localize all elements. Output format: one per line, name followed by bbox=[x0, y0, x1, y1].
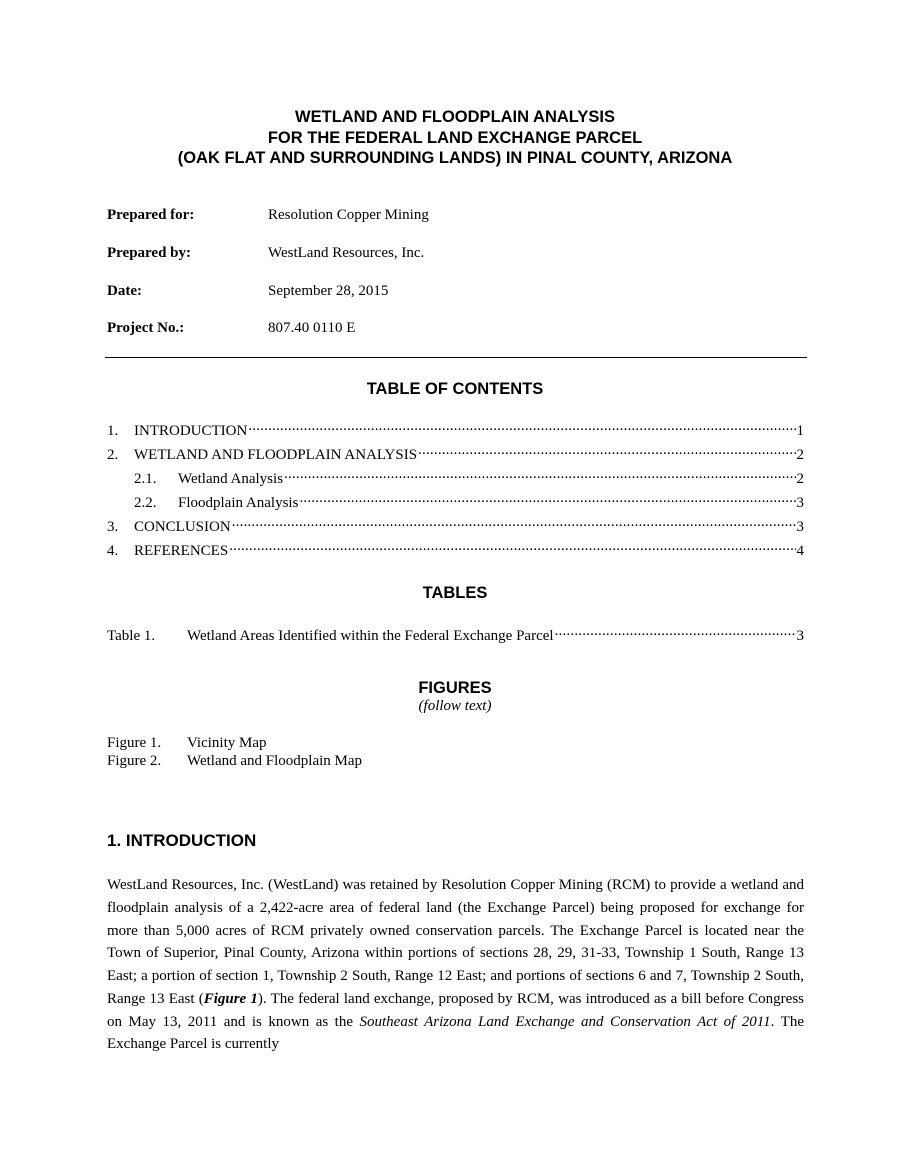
toc-entry-conclusion[interactable] bbox=[107, 513, 804, 535]
toc-entry-title: WETLAND AND FLOODPLAIN ANALYSIS bbox=[134, 447, 418, 463]
meta-label: Prepared for: bbox=[107, 207, 195, 223]
table-label: Table 1. bbox=[107, 628, 156, 644]
paragraph-text: ). The federal land exchange, proposed by RCM, was introduced as a bill before Congress on May 13, 2011 and is known as the bbox=[107, 990, 804, 1030]
toc-entry-page: 2 bbox=[796, 471, 804, 487]
table-page: 3 bbox=[796, 628, 804, 644]
document-title bbox=[0, 107, 910, 169]
toc-entry-floodplain-analysis[interactable] bbox=[107, 489, 804, 511]
figure-label: Figure 1. bbox=[107, 735, 162, 751]
horizontal-divider bbox=[105, 357, 807, 358]
title-line-3: (OAK FLAT AND SURROUNDING LANDS) IN PINAL COUNTY, ARIZONA bbox=[177, 149, 733, 167]
tables-heading: TABLES bbox=[422, 584, 488, 602]
title-line-1: WETLAND AND FLOODPLAIN ANALYSIS bbox=[295, 108, 615, 126]
toc-entry-wetland-floodplain-analysis[interactable] bbox=[107, 441, 804, 463]
meta-value: September 28, 2015 bbox=[268, 283, 389, 299]
toc-dot-leader bbox=[284, 465, 795, 483]
figure-title: Wetland and Floodplain Map bbox=[187, 753, 363, 769]
toc-entry-page: 3 bbox=[796, 495, 804, 511]
meta-label: Project No.: bbox=[107, 320, 185, 336]
introduction-paragraph bbox=[107, 874, 804, 1056]
toc-dot-leader bbox=[229, 537, 795, 555]
toc-entry-references[interactable] bbox=[107, 537, 804, 559]
toc-entry-title: CONCLUSION bbox=[134, 519, 231, 535]
toc-dot-leader bbox=[232, 513, 796, 531]
toc-entry-page: 3 bbox=[796, 519, 804, 535]
meta-value: WestLand Resources, Inc. bbox=[268, 245, 425, 261]
toc-entry-page: 1 bbox=[796, 423, 804, 439]
toc-entry-introduction[interactable] bbox=[107, 417, 804, 439]
meta-label: Prepared by: bbox=[107, 245, 192, 261]
toc-entry-title: Floodplain Analysis bbox=[178, 495, 299, 511]
act-name: Southeast Arizona Land Exchange and Conservation Act of 2011 bbox=[359, 1013, 771, 1030]
toc-heading: TABLE OF CONTENTS bbox=[366, 380, 544, 398]
toc-entry-number: 2. bbox=[107, 447, 119, 463]
table-title: Wetland Areas Identified within the Federal Exchange Parcel bbox=[187, 628, 554, 644]
meta-value: 807.40 0110 E bbox=[268, 320, 356, 336]
toc-entry-wetland-analysis[interactable] bbox=[107, 465, 804, 487]
toc-entry-number: 4. bbox=[107, 543, 119, 559]
figures-heading: FIGURES bbox=[418, 679, 492, 697]
figure-reference-link[interactable]: Figure 1 bbox=[203, 990, 258, 1007]
figures-note: (follow text) bbox=[418, 698, 492, 714]
toc-entry-number: 3. bbox=[107, 519, 119, 535]
figure-label: Figure 2. bbox=[107, 753, 162, 769]
toc-entry-title: INTRODUCTION bbox=[134, 423, 248, 439]
toc-entry-number: 2.1. bbox=[134, 471, 157, 487]
toc-entry-page: 4 bbox=[796, 543, 804, 559]
toc-entry-title: REFERENCES bbox=[134, 543, 229, 559]
toc-dot-leader bbox=[418, 441, 795, 459]
introduction-heading: 1. INTRODUCTION bbox=[107, 831, 257, 850]
toc-entry-page: 2 bbox=[796, 447, 804, 463]
toc-dot-leader bbox=[299, 489, 795, 507]
figure-title: Vicinity Map bbox=[187, 735, 267, 751]
paragraph-text: WestLand Resources, Inc. (WestLand) was retained by Resolution Copper Mining (RCM) to provide a wetland and floodplain analysis of a 2,422-acre area of federal land (the Exchange Parcel) being proposed for exchange for more than 5,000 acres of RCM privately owned conservation parcels. The Exchange Parcel is located near the Town of Superior, Pinal County, Arizona within portions of sections 28, 29, 31-33, Township 1 South, Range 13 East; a portion of section 1, Township 2 South, Range 12 East; and portions of sections 6 and 7, Township 2 South, Range 13 East ( bbox=[107, 877, 804, 1007]
paragraph-text: . The Exchange Parcel is currently bbox=[107, 1013, 804, 1053]
toc-dot-leader bbox=[555, 622, 796, 640]
meta-value: Resolution Copper Mining bbox=[268, 207, 429, 223]
toc-dot-leader bbox=[248, 417, 795, 435]
toc-entry-number: 2.2. bbox=[134, 495, 157, 511]
toc-entry-title: Wetland Analysis bbox=[178, 471, 284, 487]
title-line-2: FOR THE FEDERAL LAND EXCHANGE PARCEL bbox=[267, 128, 643, 147]
meta-label: Date: bbox=[107, 283, 142, 299]
toc-entry-number: 1. bbox=[107, 423, 119, 439]
table-list-entry[interactable] bbox=[107, 622, 804, 644]
